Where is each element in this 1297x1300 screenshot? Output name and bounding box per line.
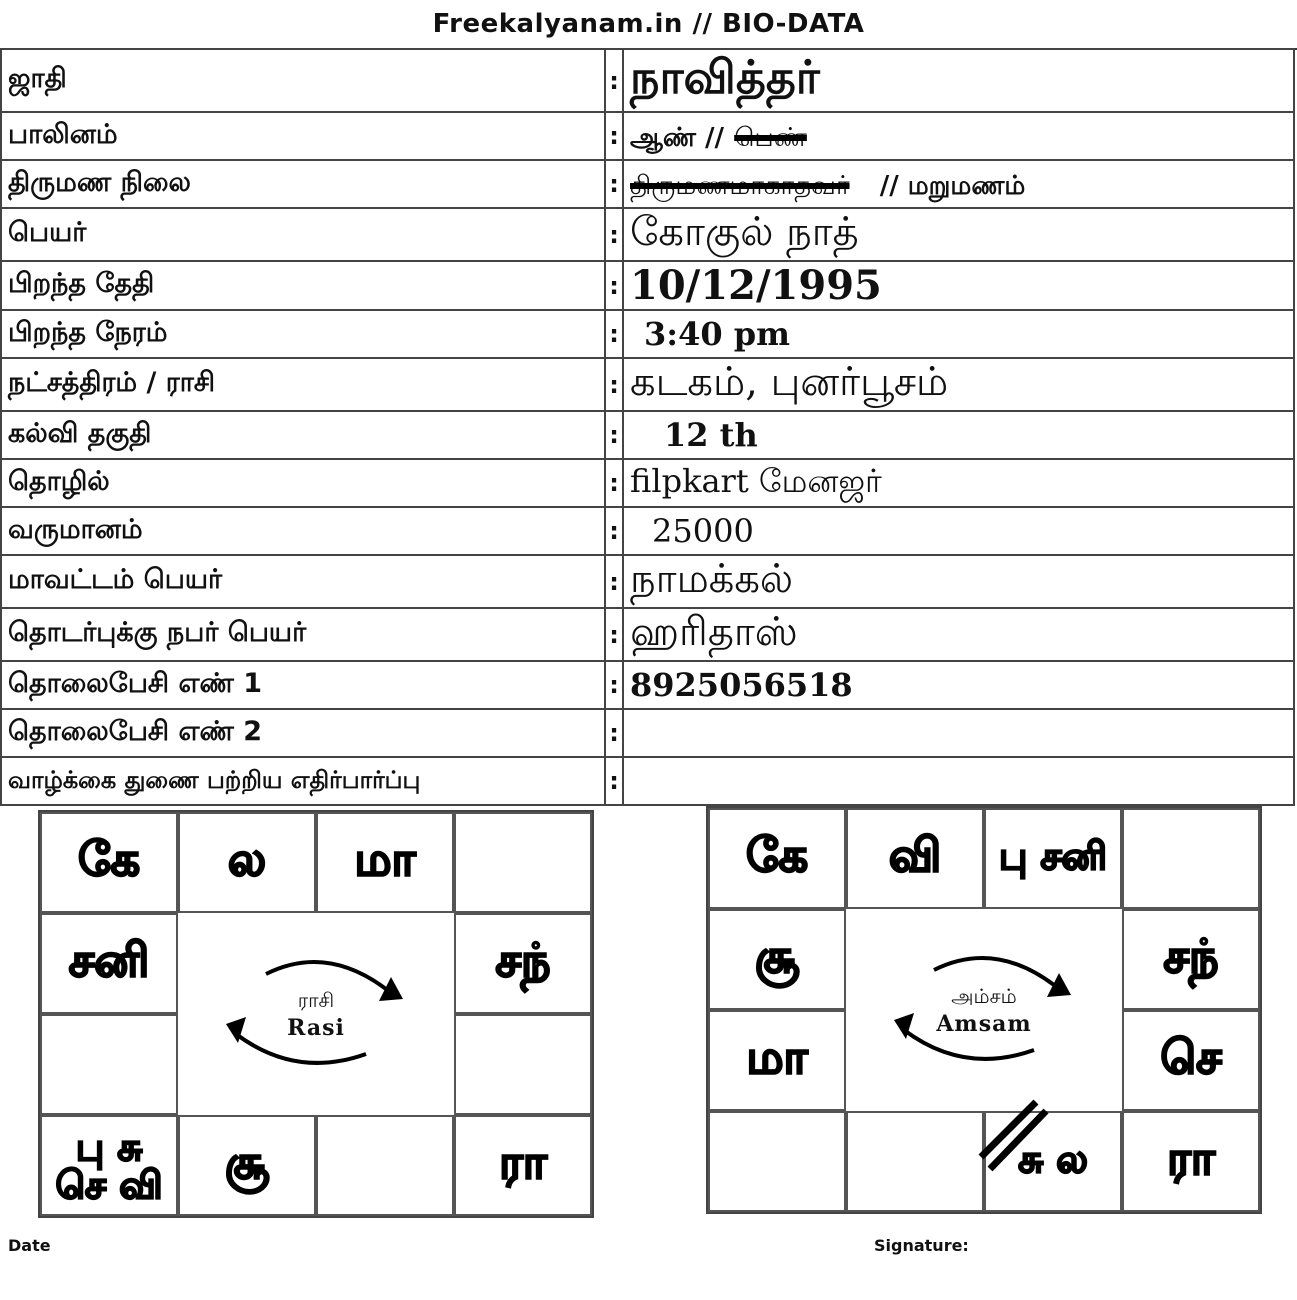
table-row <box>1 310 1294 358</box>
row-label-education: கல்வி தகுதி <box>1 411 605 459</box>
table-row <box>1 261 1294 310</box>
colon: : <box>605 507 623 555</box>
rasi-house <box>454 913 592 1014</box>
amsam-planet: ரா <box>1167 1131 1215 1185</box>
amsam-center <box>846 909 1122 1111</box>
amsam-house <box>708 1010 846 1111</box>
row-value-birth-date: 10/12/1995 <box>623 261 1294 310</box>
row-label-birth-date: பிறந்த தேதி <box>1 261 605 310</box>
colon: : <box>605 160 623 208</box>
row-value-phone-2 <box>623 709 1294 757</box>
amsam-house <box>1122 1010 1260 1111</box>
row-label-star-rasi: நட்சத்திரம் / ராசி <box>1 358 605 411</box>
amsam-house <box>846 1111 984 1212</box>
row-label-gender: பாலினம் <box>1 112 605 160</box>
row-value-occupation: filpkart மேனஜர் <box>623 459 1294 507</box>
page-header <box>0 0 1297 50</box>
rasi-house <box>40 1014 178 1115</box>
amsam-house <box>1122 909 1260 1010</box>
row-value-star-rasi: கடகம், புனர்பூசம் <box>623 358 1294 411</box>
rasi-planet: சனி <box>68 933 150 987</box>
colon: : <box>605 112 623 160</box>
row-value-birth-time: 3:40 pm <box>623 310 1294 358</box>
rasi-house <box>316 812 454 913</box>
gender-struck: பெண் <box>734 123 807 153</box>
rasi-house <box>178 812 316 913</box>
amsam-house <box>984 808 1122 909</box>
rasi-center-english: Rasi <box>287 1014 345 1041</box>
table-row <box>1 608 1294 661</box>
row-value-district: நாமக்கல் <box>623 555 1294 608</box>
table-row <box>1 507 1294 555</box>
rasi-planet: மா <box>354 832 416 886</box>
rasi-planet: கே <box>77 832 141 886</box>
marital-struck: திருமணமாகாதவர் <box>630 171 850 201</box>
colon: : <box>605 411 623 459</box>
amsam-planet: மா <box>746 1030 808 1084</box>
row-value-caste: நாவித்தர் <box>623 49 1294 112</box>
table-row <box>1 208 1294 261</box>
colon: : <box>605 709 623 757</box>
row-label-expectations: வாழ்க்கை துணை பற்றிய எதிர்பார்ப்பு <box>1 757 605 805</box>
rasi-house <box>40 812 178 913</box>
amsam-house <box>708 909 846 1010</box>
signature-label: Signature: <box>874 1236 969 1255</box>
rasi-planet: சந் <box>495 933 551 987</box>
row-label-caste: ஜாதி <box>1 49 605 112</box>
table-row <box>1 709 1294 757</box>
rasi-house <box>40 1115 178 1216</box>
table-row <box>1 757 1294 805</box>
row-label-contact-person: தொடர்புக்கு நபர் பெயர் <box>1 608 605 661</box>
row-value-education: 12 th <box>623 411 1294 459</box>
table-row <box>1 661 1294 709</box>
table-row <box>1 160 1294 208</box>
row-value-marital-status <box>623 160 1294 208</box>
row-value-contact-person: ஹரிதாஸ் <box>623 608 1294 661</box>
amsam-planet: சூ <box>754 929 800 983</box>
table-row <box>1 459 1294 507</box>
colon: : <box>605 49 623 112</box>
amsam-house <box>1122 1111 1260 1212</box>
colon: : <box>605 555 623 608</box>
amsam-house <box>984 1111 1122 1212</box>
rasi-center <box>178 913 454 1115</box>
date-label: Date <box>8 1236 51 1255</box>
gender-selected: ஆண் // <box>630 123 725 153</box>
row-value-name: கோகுல் நாத் <box>623 208 1294 261</box>
rasi-house <box>454 812 592 913</box>
amsam-planet: சந் <box>1163 929 1219 983</box>
amsam-house <box>1122 808 1260 909</box>
amsam-chart <box>706 806 1262 1214</box>
rasi-planet: ரா <box>499 1135 547 1189</box>
row-label-name: பெயர் <box>1 208 605 261</box>
header-title: Freekalyanam.in // BIO-DATA <box>432 9 865 39</box>
table-row <box>1 411 1294 459</box>
rasi-planet: ல <box>227 832 267 886</box>
row-value-gender <box>623 112 1294 160</box>
row-label-marital-status: திருமண நிலை <box>1 160 605 208</box>
amsam-house <box>846 808 984 909</box>
rotation-arrows-icon <box>864 935 1104 1085</box>
amsam-center-tamil: அம்சம் <box>951 983 1017 1008</box>
colon: : <box>605 208 623 261</box>
rasi-planet: செ வி <box>55 1162 163 1207</box>
amsam-house <box>708 1111 846 1212</box>
table-row <box>1 358 1294 411</box>
rasi-chart <box>38 810 594 1218</box>
rasi-house <box>40 913 178 1014</box>
marital-selected: // மறுமணம் <box>879 171 1026 201</box>
amsam-planet: செ <box>1160 1030 1222 1084</box>
biodata-table <box>0 48 1295 806</box>
rasi-house <box>454 1115 592 1216</box>
colon: : <box>605 310 623 358</box>
row-value-income: 25000 <box>623 507 1294 555</box>
row-value-expectations <box>623 757 1294 805</box>
colon: : <box>605 261 623 310</box>
colon: : <box>605 661 623 709</box>
row-label-phone-1: தொலைபேசி எண் 1 <box>1 661 605 709</box>
rasi-planet: சூ <box>224 1135 270 1189</box>
table-row <box>1 112 1294 160</box>
row-label-district: மாவட்டம் பெயர் <box>1 555 605 608</box>
rasi-center-tamil: ராசி <box>297 987 335 1012</box>
colon: : <box>605 757 623 805</box>
rasi-house <box>454 1014 592 1115</box>
rasi-house <box>316 1115 454 1216</box>
amsam-planet: பு சனி <box>998 833 1107 878</box>
colon: : <box>605 459 623 507</box>
colon: : <box>605 358 623 411</box>
row-label-phone-2: தொலைபேசி எண் 2 <box>1 709 605 757</box>
amsam-planet: வி <box>888 828 942 882</box>
rasi-house <box>178 1115 316 1216</box>
rasi-planet: பு சு <box>75 1124 143 1169</box>
colon: : <box>605 608 623 661</box>
amsam-planet: கே <box>745 828 809 882</box>
amsam-planet: சு ல <box>1018 1136 1088 1181</box>
amsam-house <box>708 808 846 909</box>
table-row <box>1 555 1294 608</box>
row-label-occupation: தொழில் <box>1 459 605 507</box>
amsam-center-english: Amsam <box>936 1010 1032 1037</box>
row-value-phone-1: 8925056518 <box>623 661 1294 709</box>
table-row <box>1 49 1294 112</box>
row-label-income: வருமானம் <box>1 507 605 555</box>
rotation-arrows-icon <box>196 939 436 1089</box>
row-label-birth-time: பிறந்த நேரம் <box>1 310 605 358</box>
